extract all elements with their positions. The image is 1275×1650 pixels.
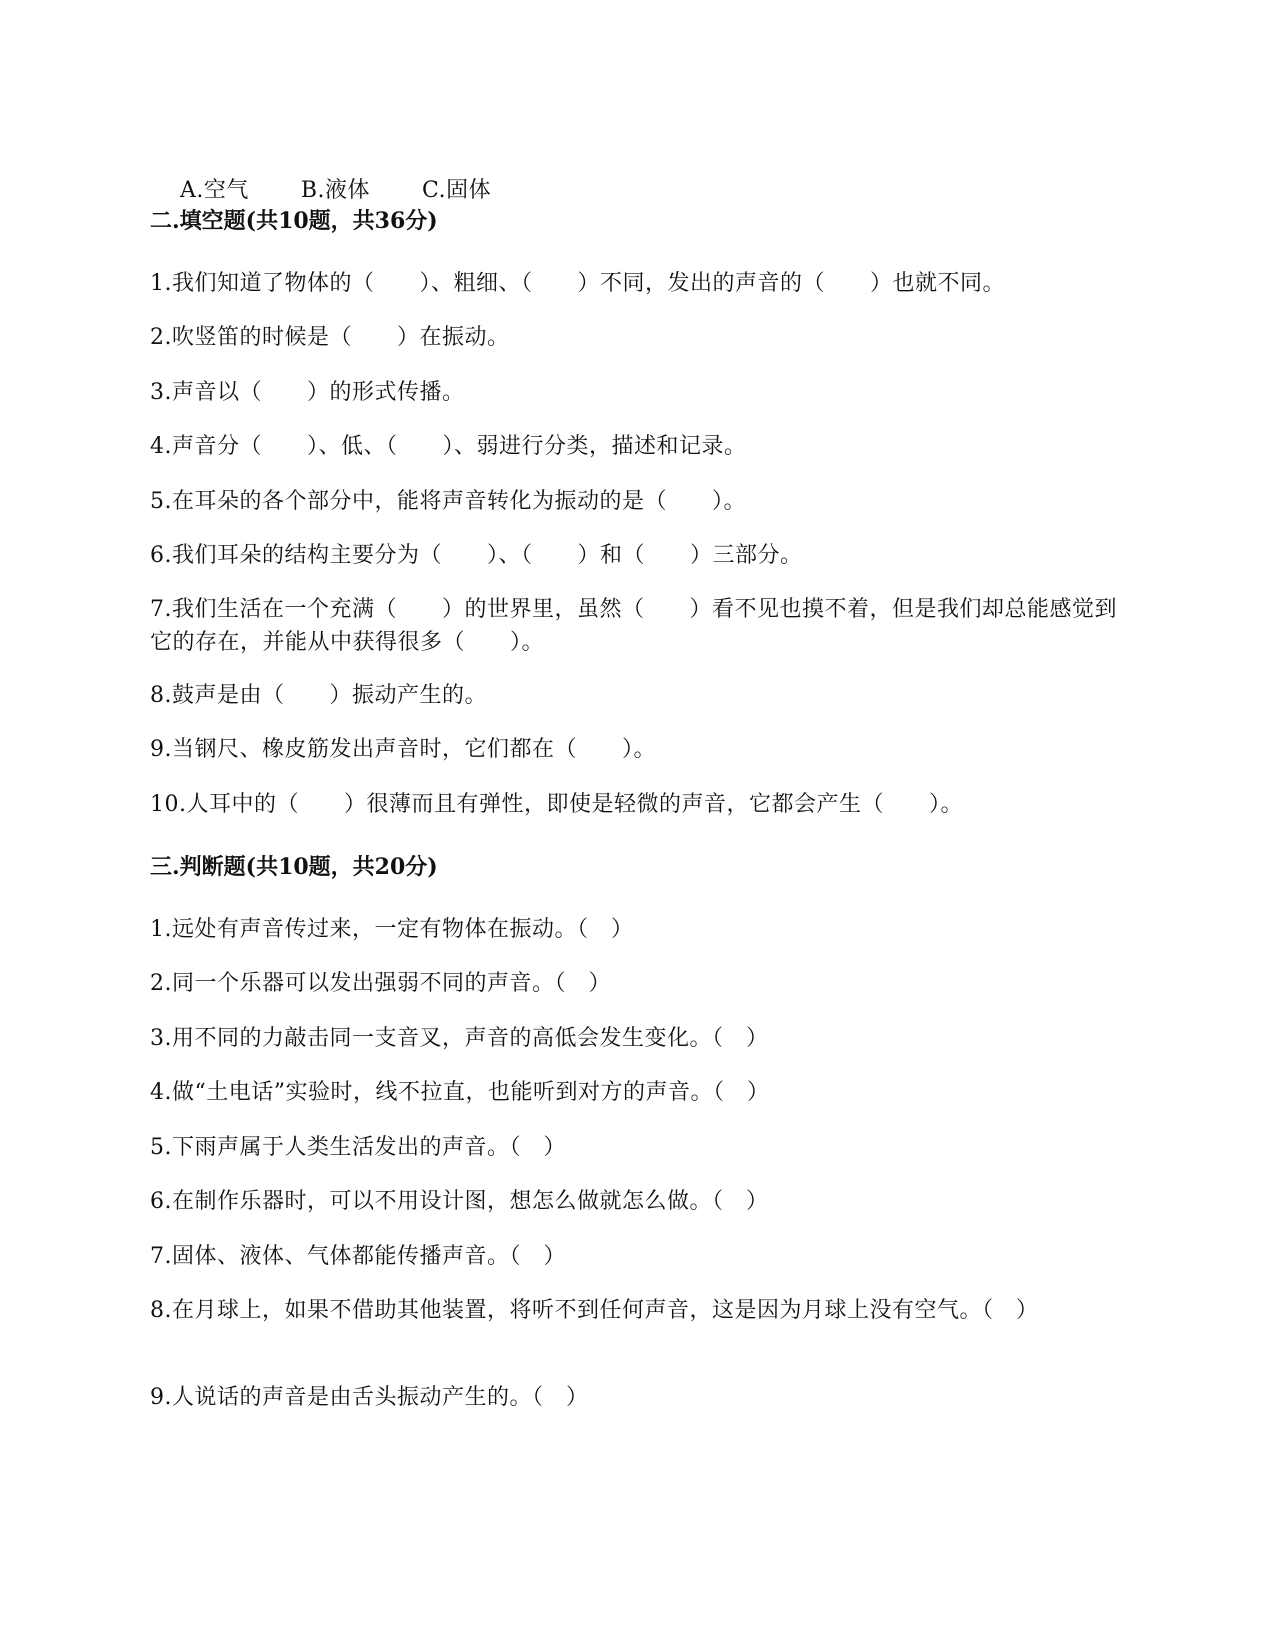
option-a: A.空气 xyxy=(179,178,249,203)
option-c: C.固体 xyxy=(422,178,492,203)
true-false-question-4: 4.做“土电话”实验时，线不拉直，也能听到对方的声音。（ ） xyxy=(150,1080,770,1105)
true-false-question-8: 8.在月球上，如果不借助其他装置，将听不到任何声音，这是因为月球上没有空气。（ ） xyxy=(150,1298,1039,1323)
option-b: B.液体 xyxy=(300,178,371,203)
fill-blank-question-10: 10.人耳中的（ ）很薄而且有弹性，即使是轻微的声音，它都会产生（ ）。 xyxy=(150,792,963,817)
fill-blank-question-4: 4.声音分（ ）、低、（ ）、弱进行分类，描述和记录。 xyxy=(150,434,747,459)
true-false-question-2: 2.同一个乐器可以发出强弱不同的声音。（ ） xyxy=(150,971,611,996)
section-heading-true-false: 三.判断题(共10题，共20分) xyxy=(150,854,438,880)
fill-blank-question-1: 1.我们知道了物体的（ ）、粗细、（ ）不同，发出的声音的（ ）也就不同。 xyxy=(150,271,1005,296)
true-false-question-7: 7.固体、液体、气体都能传播声音。（ ） xyxy=(150,1244,566,1269)
fill-blank-question-3: 3.声音以（ ）的形式传播。 xyxy=(150,380,465,405)
true-false-question-9: 9.人说话的声音是由舌头振动产生的。（ ） xyxy=(150,1385,589,1410)
fill-blank-question-8: 8.鼓声是由（ ）振动产生的。 xyxy=(150,683,487,708)
fill-blank-question-6: 6.我们耳朵的结构主要分为（ ）、（ ）和（ ）三部分。 xyxy=(150,543,803,568)
section-heading-fill-blank: 二.填空题(共10题，共36分) xyxy=(150,208,438,234)
true-false-question-3: 3.用不同的力敲击同一支音叉，声音的高低会发生变化。（ ） xyxy=(150,1026,769,1051)
true-false-question-5: 5.下雨声属于人类生活发出的声音。（ ） xyxy=(150,1135,566,1160)
fill-blank-question-9: 9.当钢尺、橡皮筋发出声音时，它们都在（ ）。 xyxy=(150,737,656,762)
fill-blank-question-2: 2.吹竖笛的时候是（ ）在振动。 xyxy=(150,325,510,350)
true-false-question-6: 6.在制作乐器时，可以不用设计图，想怎么做就怎么做。（ ） xyxy=(150,1189,769,1214)
true-false-question-1: 1.远处有声音传过来，一定有物体在振动。（ ） xyxy=(150,917,634,942)
fill-blank-question-5: 5.在耳朵的各个部分中，能将声音转化为振动的是（ ）。 xyxy=(150,489,746,514)
fill-blank-question-7: 7.我们生活在一个充满（ ）的世界里，虽然（ ）看不见也摸不着，但是我们却总能感觉到它的存在，并能从中获得很多（ ）。 xyxy=(150,597,1117,655)
